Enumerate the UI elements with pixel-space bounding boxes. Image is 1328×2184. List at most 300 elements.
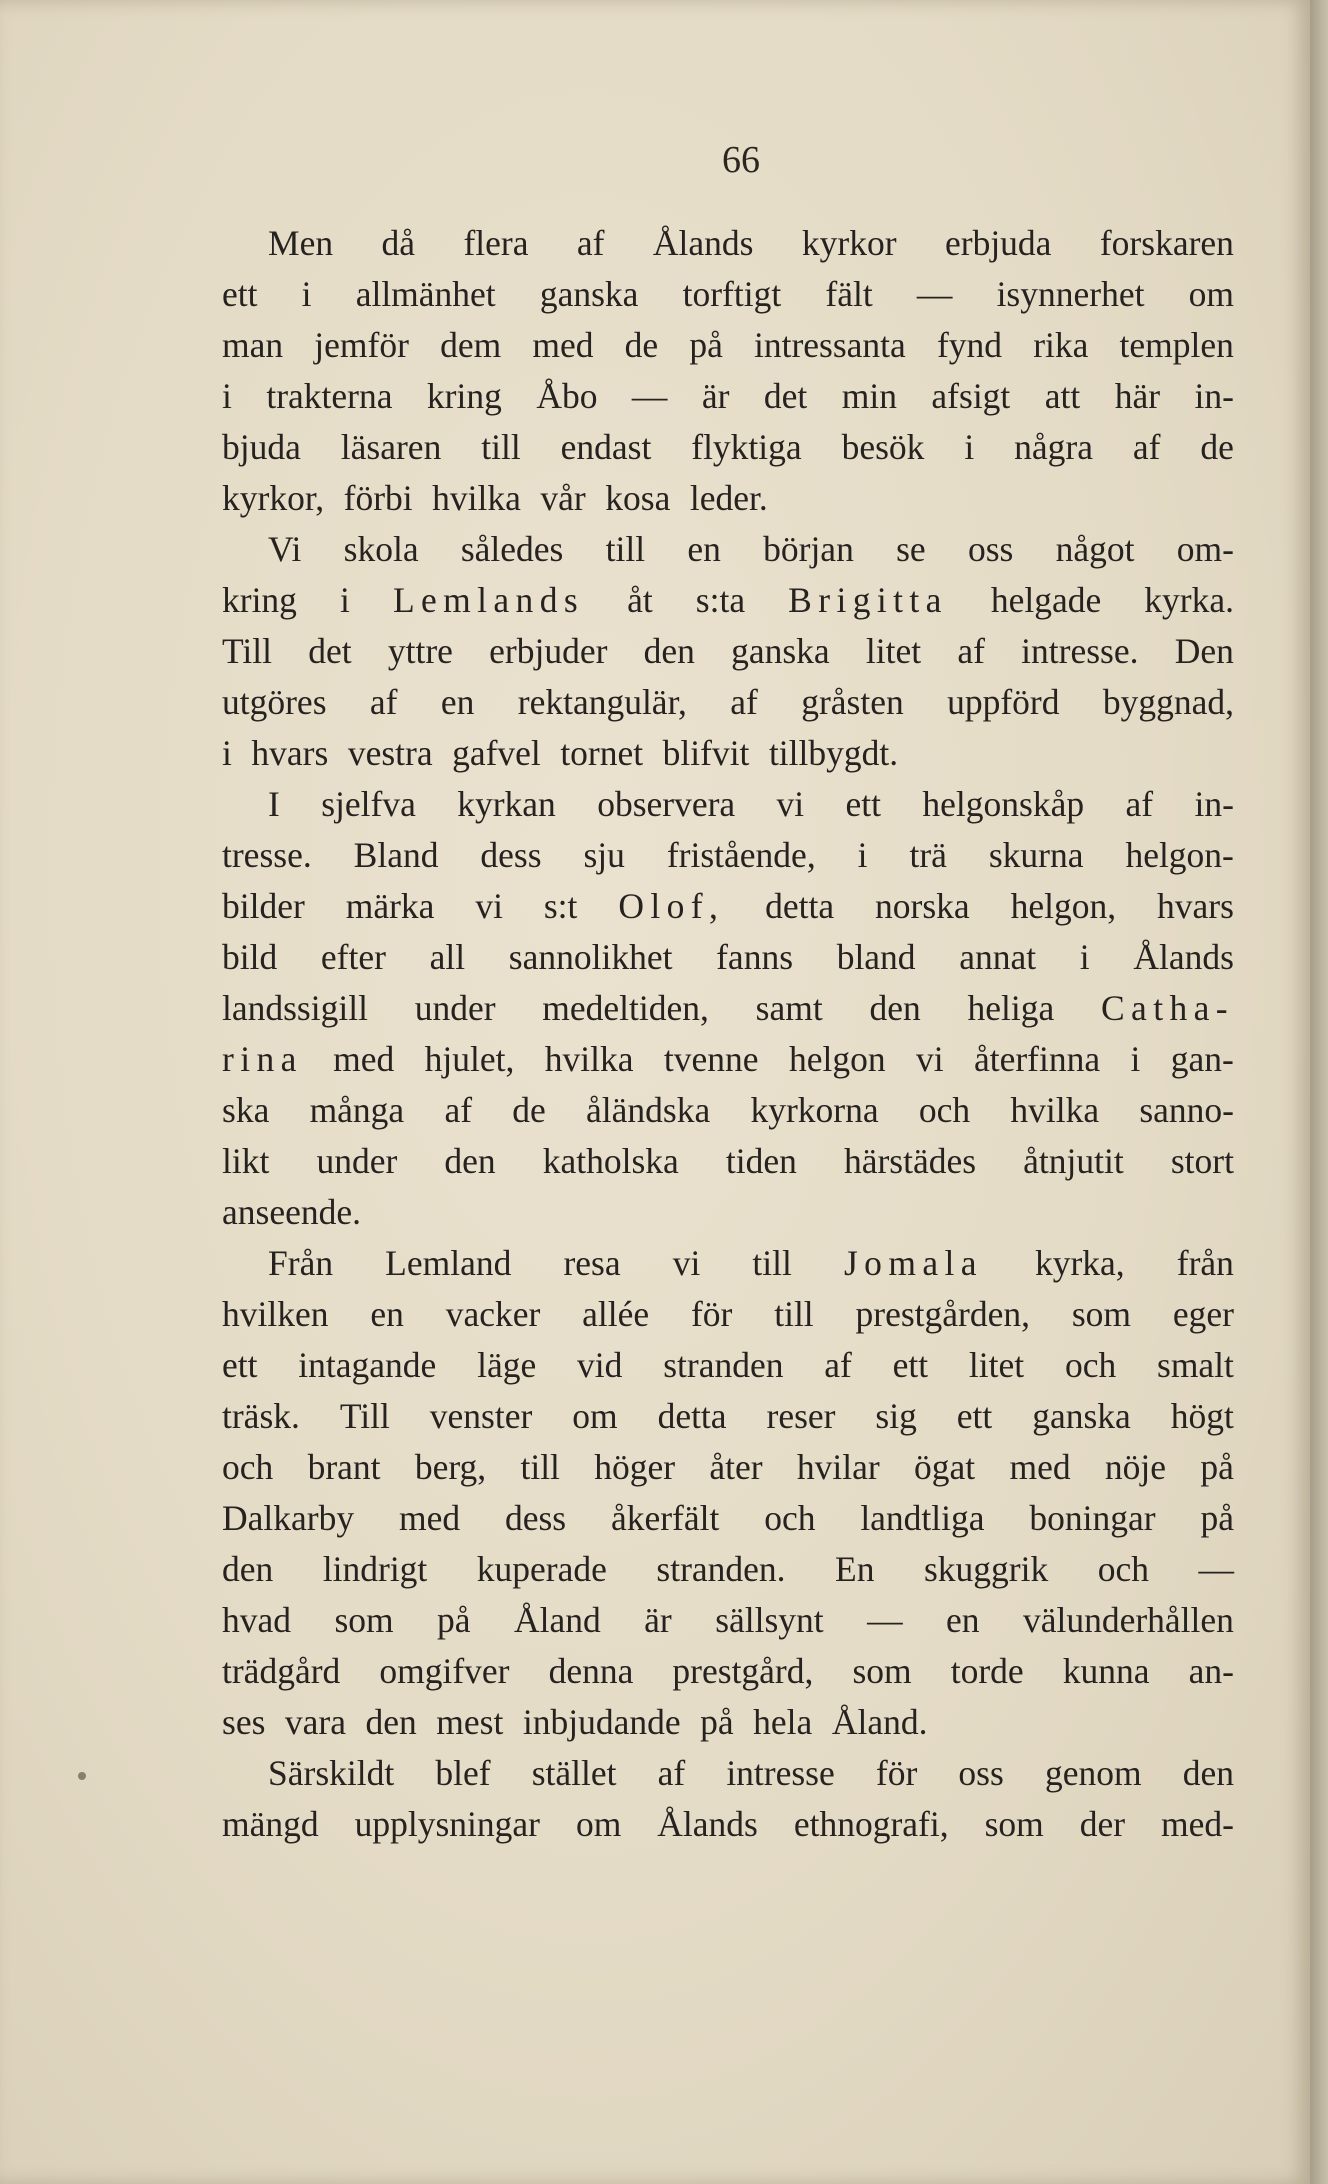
word: som (852, 1651, 912, 1691)
word: Till (339, 1396, 390, 1436)
word: s:ta (695, 580, 746, 620)
text-line (222, 1034, 1234, 1085)
word: bild (222, 937, 278, 977)
word: i (301, 274, 312, 314)
word: således (460, 529, 564, 569)
word: åkerfält (610, 1498, 720, 1538)
word: s:t (543, 886, 578, 926)
word: landtliga (860, 1498, 985, 1538)
word: i (1130, 1039, 1141, 1079)
word: stranden (663, 1345, 784, 1385)
text-line (222, 932, 1234, 983)
word: det (308, 631, 352, 671)
word: och (1064, 1345, 1117, 1385)
word: kyrkan (457, 784, 556, 824)
word: der (1079, 1804, 1126, 1844)
word: Från (268, 1243, 334, 1283)
word: de (512, 1090, 546, 1130)
word: af (444, 1090, 473, 1130)
word: eger (1172, 1294, 1234, 1334)
word: något (1055, 529, 1135, 569)
word: Vi (268, 529, 302, 569)
word: helgon- (1125, 835, 1234, 875)
word: Brigitta (788, 580, 948, 620)
word: kyrkorna (750, 1090, 879, 1130)
word: de (624, 325, 659, 365)
word: nöje (1104, 1447, 1167, 1487)
text-line (222, 677, 1234, 728)
word: denna (548, 1651, 634, 1691)
word: af (576, 223, 605, 263)
text-line (222, 422, 1234, 473)
word: erbjuda (944, 223, 1052, 263)
word: erbjuder (489, 631, 608, 671)
word: allée (582, 1294, 650, 1334)
word: Lemland (385, 1243, 512, 1283)
word: afsigt (931, 376, 1011, 416)
word: litet (968, 1345, 1025, 1385)
word: vara (284, 1702, 346, 1742)
word: hvilka (432, 478, 521, 518)
word: templen (1119, 325, 1234, 365)
text-line (222, 1136, 1234, 1187)
word: och (764, 1498, 816, 1538)
word: vår (540, 478, 586, 518)
word: ett (956, 1396, 993, 1436)
word: kyrkor (801, 223, 897, 263)
word: vi (672, 1243, 701, 1283)
word: i (222, 733, 232, 773)
word: tiden (725, 1141, 797, 1181)
word: tvenne (663, 1039, 759, 1079)
word: — (631, 376, 668, 416)
word: torde (950, 1651, 1024, 1691)
word: blifvit (662, 733, 750, 773)
word: vacker (445, 1294, 541, 1334)
text-line (222, 1340, 1234, 1391)
word: utgöres (222, 682, 327, 722)
page-gutter (1310, 0, 1328, 2184)
word: och (222, 1447, 274, 1487)
page-number: 66 (722, 139, 760, 181)
word: den (444, 1141, 496, 1181)
text-line (222, 728, 1234, 779)
word: den (643, 631, 695, 671)
word: resa (563, 1243, 621, 1283)
word: sällsynt (715, 1600, 824, 1640)
word: med (1009, 1447, 1071, 1487)
word: till (481, 427, 521, 467)
word: fristående, (666, 835, 816, 875)
word: förbi (343, 478, 413, 518)
word: inbjudande (522, 1702, 681, 1742)
word: uppförd (947, 682, 1060, 722)
word: helgonskåp (922, 784, 1085, 824)
word: helgon, (1010, 886, 1117, 926)
word: ögat (914, 1447, 976, 1487)
word: upplysningar (354, 1804, 540, 1844)
word: återfinna (973, 1039, 1101, 1079)
word: i (340, 580, 350, 620)
word: kosa (605, 478, 671, 518)
word: med (333, 1039, 395, 1079)
word: sannolikhet (508, 937, 673, 977)
word: skola (343, 529, 419, 569)
text-line (222, 1391, 1234, 1442)
text-line (222, 524, 1234, 575)
word: i (222, 376, 232, 416)
word: katholska (542, 1141, 679, 1181)
word: venster (429, 1396, 533, 1436)
text-line (222, 1442, 1234, 1493)
word: att (1044, 376, 1081, 416)
word: min (841, 376, 897, 416)
word: mängd (222, 1804, 319, 1844)
word: ses (222, 1702, 266, 1742)
word: den (222, 1549, 274, 1589)
word: om- (1176, 529, 1234, 569)
word: under (316, 1141, 398, 1181)
word: bilder (222, 886, 305, 926)
word: till (605, 529, 646, 569)
word: gråsten (801, 682, 904, 722)
word: hvad (222, 1600, 292, 1640)
word: som (334, 1600, 394, 1640)
word: är (644, 1600, 672, 1640)
text-line (222, 1085, 1234, 1136)
word: den (869, 988, 921, 1028)
text-line (222, 830, 1234, 881)
word: vi (915, 1039, 944, 1079)
word: om (572, 1396, 618, 1436)
word: träsk. (222, 1396, 300, 1436)
word: norska (875, 886, 970, 926)
word: rektangulär, (517, 682, 687, 722)
word: oss (958, 1753, 1004, 1793)
word: ganska (539, 274, 639, 314)
word: läsaren (340, 427, 442, 467)
word: annat (959, 937, 1037, 977)
text-line (222, 1799, 1234, 1850)
word: ethnografi, (793, 1804, 949, 1844)
word: i (964, 427, 975, 467)
word: se (896, 529, 926, 569)
word: En (835, 1549, 875, 1589)
word: fält (825, 274, 873, 314)
word: till (774, 1294, 814, 1334)
word: Ålands (657, 1804, 758, 1844)
word: för (690, 1294, 733, 1334)
word: dem (440, 325, 502, 365)
text-line (222, 1646, 1234, 1697)
word: anseende. (222, 1192, 361, 1232)
word: på (1200, 1498, 1234, 1538)
word: här (1114, 376, 1161, 416)
text-line (222, 881, 1234, 932)
word: gafvel (452, 733, 541, 773)
word: af (730, 682, 758, 722)
word: Till (222, 631, 273, 671)
word: några (1014, 427, 1093, 467)
word: rika (1033, 325, 1089, 365)
word: all (429, 937, 466, 977)
word: prestgården, (855, 1294, 1030, 1334)
word: en (370, 1294, 404, 1334)
word: af (824, 1345, 852, 1385)
word: hvars (251, 733, 329, 773)
word: sig (875, 1396, 917, 1436)
word: till (752, 1243, 792, 1283)
text-line (222, 1697, 1234, 1748)
word: sanno- (1139, 1090, 1234, 1130)
word: vid (577, 1345, 623, 1385)
word: helgade (990, 580, 1102, 620)
word: ganska (1032, 1396, 1131, 1436)
word: kyrka. (1144, 580, 1234, 620)
word: lindrigt (322, 1549, 428, 1589)
word: af (1125, 784, 1154, 824)
word: början (763, 529, 854, 569)
word: efter (320, 937, 386, 977)
word: då (381, 223, 416, 263)
word: blef (435, 1753, 491, 1793)
word: kunna (1062, 1651, 1150, 1691)
word: gan- (1170, 1039, 1234, 1079)
text-line (222, 1748, 1234, 1799)
text-line (222, 1544, 1234, 1595)
word: in- (1194, 376, 1234, 416)
word: allmänhet (355, 274, 496, 314)
word: skurna (988, 835, 1084, 875)
word: välunderhållen (1022, 1600, 1234, 1640)
word: hvilka (544, 1039, 634, 1079)
word: trakterna (266, 376, 393, 416)
word: bland (836, 937, 916, 977)
word: detta (765, 886, 835, 926)
word: kring (426, 376, 502, 416)
word: forskaren (1099, 223, 1234, 263)
word: hvilar (796, 1447, 880, 1487)
word: byggnad, (1102, 682, 1234, 722)
word: högt (1170, 1396, 1234, 1436)
word: Bland (353, 835, 439, 875)
word: många (309, 1090, 405, 1130)
text-line (222, 575, 1234, 626)
word: intresse (726, 1753, 835, 1793)
word: på (700, 1702, 734, 1742)
word: hela (753, 1702, 813, 1742)
word: höger (594, 1447, 676, 1487)
word: vi (776, 784, 805, 824)
word: det (763, 376, 808, 416)
word: isynnerhet (996, 274, 1145, 314)
word: stället (531, 1753, 617, 1793)
word: trä (909, 835, 947, 875)
word: stranden. (656, 1549, 786, 1589)
word: läge (477, 1345, 537, 1385)
word: åtnjutit (1023, 1141, 1124, 1181)
word: flyktiga (691, 427, 802, 467)
word: åländska (586, 1090, 711, 1130)
word: berg, (414, 1447, 487, 1487)
word: brant (307, 1447, 381, 1487)
text-line (222, 371, 1234, 422)
word: intagande (298, 1345, 437, 1385)
word: jemför (314, 325, 409, 365)
text-line (222, 1493, 1234, 1544)
word: en (687, 529, 721, 569)
word: reser (766, 1396, 836, 1436)
word: en (946, 1600, 980, 1640)
word: I (268, 784, 280, 824)
text-line (222, 983, 1234, 1034)
word: — (867, 1600, 903, 1640)
word: samt (755, 988, 823, 1028)
word: mest (436, 1702, 504, 1742)
text-line (222, 218, 1234, 269)
word: oss (967, 529, 1014, 569)
paper-stain (78, 1772, 86, 1780)
word: prestgård, (672, 1651, 814, 1691)
word: likt (222, 1141, 270, 1181)
word: och (1097, 1549, 1149, 1589)
word: Ålands (1133, 937, 1234, 977)
word: Ålands (652, 223, 754, 263)
word: hvilken (222, 1294, 329, 1334)
word: åter (709, 1447, 763, 1487)
word: Jomala (843, 1243, 983, 1283)
word: medeltiden, (542, 988, 709, 1028)
text-line (222, 473, 1234, 524)
word: ganska (731, 631, 830, 671)
word: bjuda (222, 427, 301, 467)
word: hjulet, (424, 1039, 515, 1079)
word: ett (222, 1345, 258, 1385)
word: hvilka (1010, 1090, 1100, 1130)
text-line (222, 1595, 1234, 1646)
word: som (984, 1804, 1044, 1844)
word: detta (657, 1396, 727, 1436)
word: besök (841, 427, 925, 467)
word: på (437, 1600, 471, 1640)
word: de (1200, 427, 1234, 467)
word: genom (1044, 1753, 1142, 1793)
word: ska (222, 1090, 270, 1130)
word: tresse. (222, 835, 312, 875)
word: stort (1170, 1141, 1234, 1181)
word: helgon (788, 1039, 886, 1079)
word: endast (560, 427, 652, 467)
word: tornet (560, 733, 644, 773)
word: man (222, 325, 284, 365)
word: smalt (1157, 1345, 1234, 1385)
word: ett (222, 274, 258, 314)
word: i (857, 835, 868, 875)
text-line (222, 1238, 1234, 1289)
word: fynd (936, 325, 1003, 365)
word: med (532, 325, 594, 365)
word: är (701, 376, 730, 416)
word: från (1176, 1243, 1234, 1283)
word: Åland. (831, 1702, 928, 1742)
word: om (575, 1804, 622, 1844)
word: rina (222, 1039, 303, 1079)
text-line (222, 269, 1234, 320)
word: leder. (689, 478, 768, 518)
word: märka (345, 886, 435, 926)
word: kuperade (476, 1549, 607, 1589)
word: ett (892, 1345, 929, 1385)
word: åt (627, 580, 653, 620)
word: kyrkor, (222, 478, 325, 518)
word: af (369, 682, 398, 722)
word: vestra (347, 733, 433, 773)
text-line (222, 320, 1234, 371)
body-text (222, 218, 1234, 1850)
word: tillbygdt. (768, 733, 899, 773)
word: om (1188, 274, 1234, 314)
word: med (398, 1498, 461, 1538)
word: och (918, 1090, 971, 1130)
word: Dalkarby (222, 1498, 355, 1538)
word: flera (463, 223, 529, 263)
word: dess (504, 1498, 567, 1538)
word: — (916, 274, 953, 314)
word: — (1198, 1549, 1234, 1589)
word: yttre (387, 631, 453, 671)
word: till (520, 1447, 560, 1487)
word: torftigt (682, 274, 782, 314)
word: omgifver (379, 1651, 510, 1691)
word: en (440, 682, 475, 722)
text-line (222, 779, 1234, 830)
word: boningar (1029, 1498, 1156, 1538)
word: ett (845, 784, 882, 824)
word: fanns (716, 937, 794, 977)
word: kyrka, (1034, 1243, 1125, 1283)
word: på (689, 325, 723, 365)
word: sju (583, 835, 625, 875)
word: som (1071, 1294, 1132, 1334)
word: Men (268, 223, 334, 263)
word: Catha- (1100, 988, 1234, 1028)
word: af (957, 631, 985, 671)
text-line (222, 626, 1234, 677)
word: litet (865, 631, 922, 671)
word: an- (1188, 1651, 1234, 1691)
word: Åland (513, 1600, 601, 1640)
word: Åbo (536, 376, 598, 416)
word: med- (1161, 1804, 1234, 1844)
word: observera (597, 784, 736, 824)
word: Särskildt (268, 1753, 395, 1793)
text-line (222, 1187, 1234, 1238)
word: härstädes (843, 1141, 977, 1181)
word: trädgård (222, 1651, 341, 1691)
word: för (875, 1753, 918, 1793)
word: hvars (1157, 886, 1234, 926)
text-line (222, 1289, 1234, 1340)
word: den (1182, 1753, 1234, 1793)
word: Lemlands (392, 580, 585, 620)
word: under (414, 988, 496, 1028)
word: vi (475, 886, 503, 926)
word: af (657, 1753, 686, 1793)
word: på (1200, 1447, 1234, 1487)
word: sjelfva (321, 784, 416, 824)
word: dess (480, 835, 542, 875)
word: skuggrik (923, 1549, 1049, 1589)
